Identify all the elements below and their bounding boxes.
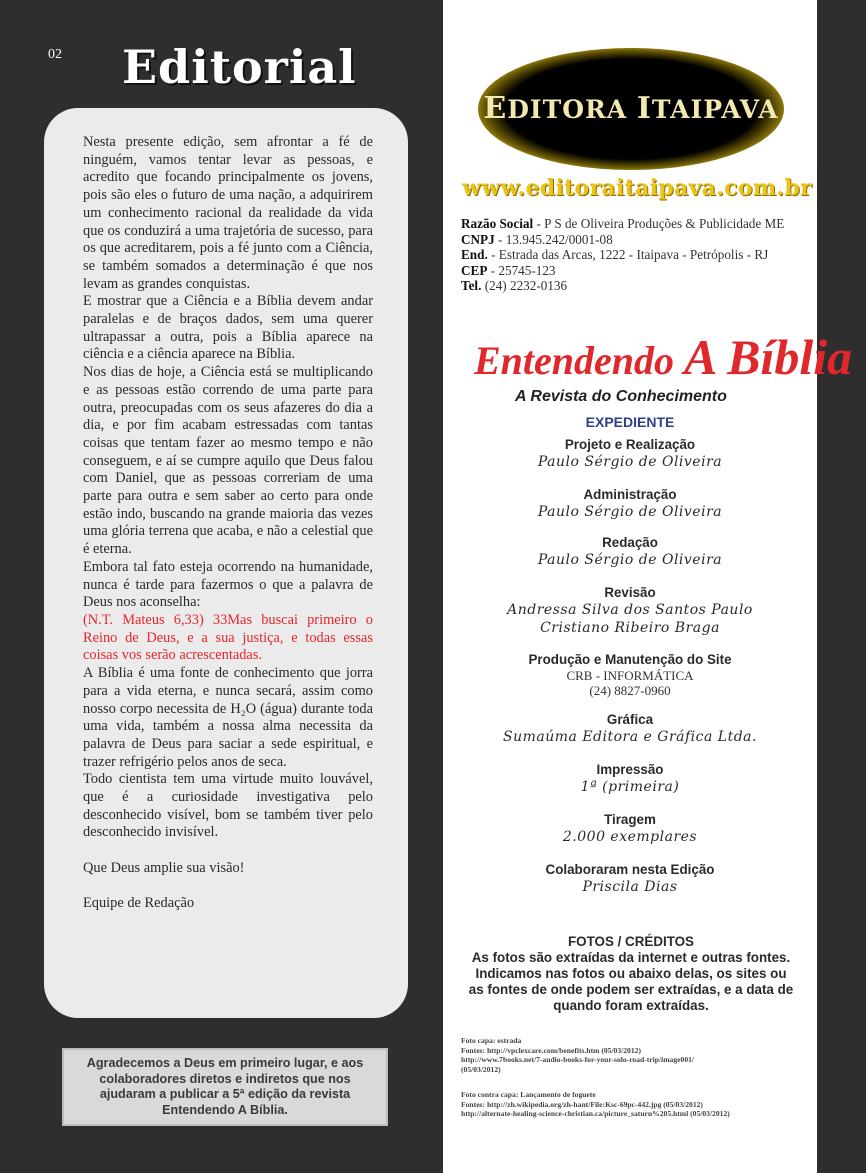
page-number: 02 [48,47,62,62]
editorial-paragraph: Nesta presente edição, sem afrontar a fé de ninguém, vamos tentar levar as pessoas, e acredito que focando principalmente os jovens, pois são eles o futuro de uma nação, a adquirirem um conhecimento racional da realidade da vida que os conduzirá a uma trajetória de sucesso, para os que acreditarem, pois a fé junto com a Ciência, se também somados a determinação é que nos levam as grandes conquistas. [83,134,373,292]
company-info [461,216,811,294]
right-edge-strip [817,0,866,1173]
credit-projeto: Projeto e Realização Paulo Sérgio de Oliveira [537,437,723,470]
photo-credits-text: As fotos são extraídas da internet e outras fontes. Indicamos nas fotos ou abaixo delas, os sites ou as fontes de onde podem ser extraídas, e a data de quando foram extraídas. [468,950,794,1013]
cover-photo-sources: Foto capa: estrada Fontes: http://vpclexcare.com/benefits.htm (05/03/2012) http://www.7books.net/7-audio-books-for-your-solo-road-trip/image001/ (05/03/2012) [461,1036,695,1074]
photo-credits-notice [468,934,794,1014]
credit-impressao: Impressão 1ª (primeira) [580,762,680,795]
editorial-title: Editorial [122,40,357,94]
expediente-heading: EXPEDIENTE [585,414,675,430]
credit-site: Produção e Manutenção do Site CRB - INFORMÁTICA (24) 8827-0960 [528,652,732,698]
credit-administracao: Administração Paulo Sérgio de Oliveira [537,487,723,520]
credit-redacao: Redação Paulo Sérgio de Oliveira [537,535,723,568]
credit-grafica: Gráfica Sumaúma Editora e Gráfica Ltda. [503,712,757,745]
editorial-closing: Que Deus amplie sua visão! [83,859,245,876]
editorial-body [83,134,373,913]
back-cover-photo-sources: Foto contra capa: Lançamento de foguete Fontes: http://zh.wikipedia.org/zh-hant/File:Ksc-69pc-442.jpg (05/03/2012) http://alternate-healing-science-christian.ca/picture_saturn%205.html (05/03/2012) [461,1090,730,1119]
credit-colaboradores: Colaboraram nesta Edição Priscila Dias [545,862,715,895]
editorial-signature: Equipe de Redação [83,895,195,912]
editorial-paragraph: E mostrar que a Ciência e a Bíblia devem andar paralelas e de braços dados, sem uma querer ultrapassar a outra, pois a Bíblia aparece na ciência e a ciência aparece na Bíblia. [83,293,373,363]
magazine-title: Entendendo A Bíblia [474,329,853,385]
publisher-website: www.editoraitaipava.com.br [462,175,812,201]
editorial-paragraph: Nos dias de hoje, a Ciência está se multiplicando e as pessoas estão correndo de uma parte para outra, preocupadas com os seus afazeres do dia a dia, e por fim acabam estressadas com tantas coisas que tentam fazer ao mesmo tempo e não conseguem, e aí se cumpre aquilo que Deus falou com Daniel, que as pessoas correriam de uma parte para outra e sem saber ao certo para onde estão indo, buscando na grande maioria das vezes uma glória terrena que acaba, e não a celestial que é eterna. [83,364,373,558]
credit-revisao: Revisão Andressa Silva dos Santos Paulo Cristiano Ribeiro Braga [507,585,753,636]
company-info-row: Tel. (24) 2232-0136 [461,278,568,294]
thanks-text: Agradecemos a Deus em primeiro lugar, e aos colaboradores diretos e indiretos que nos ajudaram a publicar a 5ª edição da revista Entendendo A Bíblia. [86,1056,364,1117]
photo-credits-title: FOTOS / CRÉDITOS [568,934,694,949]
bible-verse: (N.T. Mateus 6,33) 33Mas buscai primeiro o Reino de Deus, e a sua justiça, e todas essas coisas vos serão acrescentadas. [83,611,373,664]
company-info-row: Razão Social - P S de Oliveira Produções & Publicidade ME [461,216,785,231]
company-info-row: End. - Estrada das Arcas, 1222 - Itaipava - Petrópolis - RJ [461,247,769,263]
editorial-paragraph: A Bíblia é uma fonte de conhecimento que jorra para a vida eterna, e nunca secará, assim como nosso corpo necessita de H₂O (água) durante toda uma vida, também a nossa alma necessita da palavra de Deus para saciar a sede espiritual, e trazer refrigério pelos anos de seca. [83,665,373,770]
magazine-subtitle: A Revista do Conhecimento [515,388,727,405]
credit-tiragem: Tiragem 2.000 exemplares [562,812,698,845]
editorial-paragraph: Todo cientista tem uma virtude muito louvável, que é a curiosidade investigativa pelo desconhecido visível, bom se também tiver pelo desconhecido invisível. [83,771,373,841]
editorial-paragraph: Embora tal fato esteja ocorrendo na humanidade, nunca é tarde para fazermos o que a palavra de Deus nos aconselha: [83,558,373,611]
publisher-logo-text: EDITORA ITAIPAVA [483,91,779,126]
company-info-row: CEP - 25745-123 [461,262,556,278]
company-info-row: CNPJ - 13.945.242/0001-08 [461,231,613,247]
